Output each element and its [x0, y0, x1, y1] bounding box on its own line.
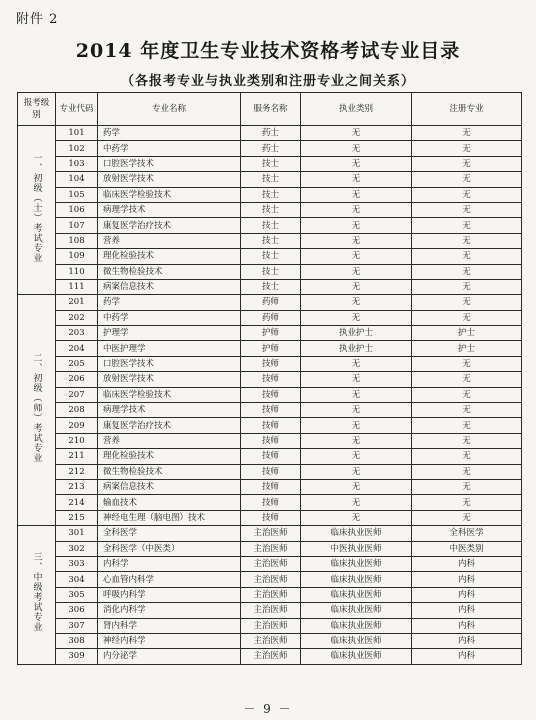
practice-category-cell: 无	[301, 464, 412, 479]
service-cell: 主治医师	[241, 587, 301, 602]
code-cell: 308	[56, 633, 98, 648]
service-cell: 主治医师	[241, 618, 301, 633]
page-number: － 9 －	[243, 702, 293, 716]
table-row	[18, 264, 522, 279]
registered-specialty-cell: 无	[412, 126, 522, 141]
service-cell: 技师	[241, 372, 301, 387]
service-cell: 技师	[241, 356, 301, 371]
practice-category-cell: 执业护士	[301, 326, 412, 341]
table-row	[18, 403, 522, 418]
table-row	[18, 510, 522, 525]
level-group-cell	[18, 526, 56, 665]
registered-specialty-cell: 无	[412, 264, 522, 279]
name-cell: 中药学	[98, 141, 241, 156]
table-body	[18, 126, 522, 665]
code-cell: 212	[56, 464, 98, 479]
name-cell: 临床医学检验技术	[98, 187, 241, 202]
code-cell: 208	[56, 403, 98, 418]
registered-specialty-cell: 内科	[412, 556, 522, 571]
registered-specialty-cell: 内科	[412, 649, 522, 664]
level-label: 二、初级（师）考试专业	[31, 352, 42, 463]
registered-specialty-cell: 无	[412, 495, 522, 510]
practice-category-cell: 无	[301, 202, 412, 217]
name-cell: 口腔医学技术	[98, 156, 241, 171]
service-cell: 药士	[241, 141, 301, 156]
practice-category-cell: 无	[301, 233, 412, 248]
registered-specialty-cell: 无	[412, 464, 522, 479]
header-level: 报考级别	[18, 93, 56, 126]
code-cell: 307	[56, 618, 98, 633]
table-row	[18, 156, 522, 171]
practice-category-cell: 无	[301, 403, 412, 418]
registered-specialty-cell: 无	[412, 356, 522, 371]
name-cell: 理化检验技术	[98, 249, 241, 264]
name-cell: 理化检验技术	[98, 449, 241, 464]
header-practice-category: 执业类别	[301, 93, 412, 126]
practice-category-cell: 临床执业医师	[301, 618, 412, 633]
service-cell: 主治医师	[241, 649, 301, 664]
service-cell: 技师	[241, 403, 301, 418]
header-code: 专业代码	[56, 93, 98, 126]
service-cell: 技士	[241, 172, 301, 187]
name-cell: 放射医学技术	[98, 172, 241, 187]
table-row	[18, 202, 522, 217]
table-row	[18, 572, 522, 587]
code-cell: 304	[56, 572, 98, 587]
name-cell: 全科医学（中医类）	[98, 541, 241, 556]
name-cell: 康复医学治疗技术	[98, 218, 241, 233]
service-cell: 技士	[241, 233, 301, 248]
name-cell: 药学	[98, 295, 241, 310]
name-cell: 中医护理学	[98, 341, 241, 356]
name-cell: 药学	[98, 126, 241, 141]
registered-specialty-cell: 无	[412, 310, 522, 325]
practice-category-cell: 无	[301, 249, 412, 264]
code-cell: 305	[56, 587, 98, 602]
service-cell: 技师	[241, 464, 301, 479]
table-row	[18, 310, 522, 325]
name-cell: 中药学	[98, 310, 241, 325]
table-row	[18, 356, 522, 371]
service-cell: 技士	[241, 156, 301, 171]
name-cell: 临床医学检验技术	[98, 387, 241, 402]
code-cell: 209	[56, 418, 98, 433]
code-cell: 309	[56, 649, 98, 664]
code-cell: 201	[56, 295, 98, 310]
name-cell: 全科医学	[98, 526, 241, 541]
name-cell: 神经电生理（脑电图）技术	[98, 510, 241, 525]
service-cell: 技师	[241, 433, 301, 448]
practice-category-cell: 无	[301, 264, 412, 279]
practice-category-cell: 无	[301, 495, 412, 510]
registered-specialty-cell: 无	[412, 418, 522, 433]
name-cell: 康复医学治疗技术	[98, 418, 241, 433]
service-cell: 技师	[241, 510, 301, 525]
name-cell: 护理学	[98, 326, 241, 341]
code-cell: 107	[56, 218, 98, 233]
table-row	[18, 249, 522, 264]
code-cell: 306	[56, 603, 98, 618]
table-row	[18, 372, 522, 387]
table-row	[18, 618, 522, 633]
header-name: 专业名称	[98, 93, 241, 126]
registered-specialty-cell: 无	[412, 233, 522, 248]
specialty-table	[17, 92, 522, 665]
service-cell: 主治医师	[241, 603, 301, 618]
practice-category-cell: 无	[301, 433, 412, 448]
code-cell: 104	[56, 172, 98, 187]
code-cell: 214	[56, 495, 98, 510]
document-title: 2014 年度卫生专业技术资格考试专业目录	[75, 40, 461, 62]
code-cell: 207	[56, 387, 98, 402]
service-cell: 技师	[241, 495, 301, 510]
practice-category-cell: 无	[301, 449, 412, 464]
name-cell: 病案信息技术	[98, 479, 241, 494]
name-cell: 病理学技术	[98, 403, 241, 418]
service-cell: 技士	[241, 249, 301, 264]
practice-category-cell: 无	[301, 479, 412, 494]
practice-category-cell: 无	[301, 172, 412, 187]
registered-specialty-cell: 无	[412, 218, 522, 233]
practice-category-cell: 无	[301, 279, 412, 294]
registered-specialty-cell: 无	[412, 510, 522, 525]
table-row	[18, 479, 522, 494]
table-row	[18, 326, 522, 341]
service-cell: 技士	[241, 202, 301, 217]
practice-category-cell: 无	[301, 141, 412, 156]
service-cell: 护师	[241, 326, 301, 341]
registered-specialty-cell: 无	[412, 141, 522, 156]
name-cell: 内分泌学	[98, 649, 241, 664]
table-row	[18, 556, 522, 571]
name-cell: 输血技术	[98, 495, 241, 510]
practice-category-cell: 无	[301, 187, 412, 202]
service-cell: 护师	[241, 341, 301, 356]
registered-specialty-cell: 无	[412, 202, 522, 217]
code-cell: 204	[56, 341, 98, 356]
table-row	[18, 279, 522, 294]
table-row	[18, 141, 522, 156]
table-row	[18, 418, 522, 433]
code-cell: 102	[56, 141, 98, 156]
service-cell: 技士	[241, 187, 301, 202]
code-cell: 213	[56, 479, 98, 494]
table-row	[18, 387, 522, 402]
name-cell: 内科学	[98, 556, 241, 571]
name-cell: 心血管内科学	[98, 572, 241, 587]
practice-category-cell: 无	[301, 372, 412, 387]
level-group-cell	[18, 295, 56, 526]
service-cell: 技士	[241, 218, 301, 233]
header-registered-specialty: 注册专业	[412, 93, 522, 126]
registered-specialty-cell: 内科	[412, 572, 522, 587]
table-header-row	[18, 93, 522, 126]
code-cell: 103	[56, 156, 98, 171]
code-cell: 301	[56, 526, 98, 541]
registered-specialty-cell: 内科	[412, 603, 522, 618]
name-cell: 营养	[98, 233, 241, 248]
service-cell: 技师	[241, 387, 301, 402]
service-cell: 药师	[241, 295, 301, 310]
registered-specialty-cell: 无	[412, 449, 522, 464]
code-cell: 110	[56, 264, 98, 279]
service-cell: 主治医师	[241, 541, 301, 556]
registered-specialty-cell: 无	[412, 387, 522, 402]
name-cell: 微生物检验技术	[98, 264, 241, 279]
service-cell: 技士	[241, 279, 301, 294]
table-row	[18, 126, 522, 141]
table-row	[18, 464, 522, 479]
registered-specialty-cell: 内科	[412, 587, 522, 602]
service-cell: 技师	[241, 418, 301, 433]
table-row	[18, 633, 522, 648]
header-service: 服务名称	[241, 93, 301, 126]
registered-specialty-cell: 无	[412, 187, 522, 202]
table-row	[18, 172, 522, 187]
code-cell: 106	[56, 202, 98, 217]
service-cell: 技师	[241, 479, 301, 494]
table-row	[18, 233, 522, 248]
registered-specialty-cell: 全科医学	[412, 526, 522, 541]
service-cell: 主治医师	[241, 556, 301, 571]
table-row	[18, 187, 522, 202]
code-cell: 108	[56, 233, 98, 248]
code-cell: 210	[56, 433, 98, 448]
service-cell: 技师	[241, 449, 301, 464]
registered-specialty-cell: 无	[412, 156, 522, 171]
code-cell: 109	[56, 249, 98, 264]
level-label: 三、中级考试专业	[31, 552, 42, 633]
name-cell: 微生物检验技术	[98, 464, 241, 479]
name-cell: 放射医学技术	[98, 372, 241, 387]
practice-category-cell: 无	[301, 295, 412, 310]
practice-category-cell: 无	[301, 310, 412, 325]
name-cell: 口腔医学技术	[98, 356, 241, 371]
table-row	[18, 295, 522, 310]
code-cell: 202	[56, 310, 98, 325]
name-cell: 病理学技术	[98, 202, 241, 217]
code-cell: 206	[56, 372, 98, 387]
practice-category-cell: 临床执业医师	[301, 633, 412, 648]
registered-specialty-cell: 内科	[412, 633, 522, 648]
registered-specialty-cell: 无	[412, 372, 522, 387]
service-cell: 药士	[241, 126, 301, 141]
service-cell: 技士	[241, 264, 301, 279]
table-row	[18, 649, 522, 664]
practice-category-cell: 无	[301, 218, 412, 233]
practice-category-cell: 中医执业医师	[301, 541, 412, 556]
registered-specialty-cell: 护士	[412, 326, 522, 341]
service-cell: 主治医师	[241, 633, 301, 648]
practice-category-cell: 无	[301, 510, 412, 525]
code-cell: 101	[56, 126, 98, 141]
practice-category-cell: 临床执业医师	[301, 572, 412, 587]
table-row	[18, 218, 522, 233]
registered-specialty-cell: 无	[412, 279, 522, 294]
level-group-cell	[18, 126, 56, 295]
code-cell: 215	[56, 510, 98, 525]
service-cell: 主治医师	[241, 572, 301, 587]
registered-specialty-cell: 无	[412, 249, 522, 264]
service-cell: 药师	[241, 310, 301, 325]
code-cell: 211	[56, 449, 98, 464]
document-subtitle: （各报考专业与执业类别和注册专业之间关系）	[120, 74, 415, 89]
attachment-label: 附件 2	[16, 12, 59, 27]
table-row	[18, 449, 522, 464]
practice-category-cell: 无	[301, 387, 412, 402]
code-cell: 205	[56, 356, 98, 371]
name-cell: 消化内科学	[98, 603, 241, 618]
registered-specialty-cell: 中医类别	[412, 541, 522, 556]
name-cell: 病案信息技术	[98, 279, 241, 294]
code-cell: 203	[56, 326, 98, 341]
registered-specialty-cell: 无	[412, 479, 522, 494]
registered-specialty-cell: 无	[412, 433, 522, 448]
code-cell: 302	[56, 541, 98, 556]
practice-category-cell: 无	[301, 418, 412, 433]
code-cell: 105	[56, 187, 98, 202]
name-cell: 肾内科学	[98, 618, 241, 633]
practice-category-cell: 临床执业医师	[301, 556, 412, 571]
table-row	[18, 587, 522, 602]
level-label: 一、初级（士）考试专业	[31, 152, 42, 263]
name-cell: 呼吸内科学	[98, 587, 241, 602]
table-row	[18, 526, 522, 541]
table-row	[18, 341, 522, 356]
registered-specialty-cell: 无	[412, 295, 522, 310]
table-row	[18, 541, 522, 556]
practice-category-cell: 无	[301, 156, 412, 171]
name-cell: 神经内科学	[98, 633, 241, 648]
name-cell: 营养	[98, 433, 241, 448]
table-row	[18, 603, 522, 618]
table-row	[18, 433, 522, 448]
registered-specialty-cell: 护士	[412, 341, 522, 356]
registered-specialty-cell: 无	[412, 172, 522, 187]
practice-category-cell: 无	[301, 126, 412, 141]
table-row	[18, 495, 522, 510]
practice-category-cell: 临床执业医师	[301, 526, 412, 541]
registered-specialty-cell: 内科	[412, 618, 522, 633]
registered-specialty-cell: 无	[412, 403, 522, 418]
service-cell: 主治医师	[241, 526, 301, 541]
code-cell: 111	[56, 279, 98, 294]
code-cell: 303	[56, 556, 98, 571]
practice-category-cell: 执业护士	[301, 341, 412, 356]
practice-category-cell: 临床执业医师	[301, 603, 412, 618]
practice-category-cell: 临床执业医师	[301, 587, 412, 602]
practice-category-cell: 无	[301, 356, 412, 371]
practice-category-cell: 临床执业医师	[301, 649, 412, 664]
